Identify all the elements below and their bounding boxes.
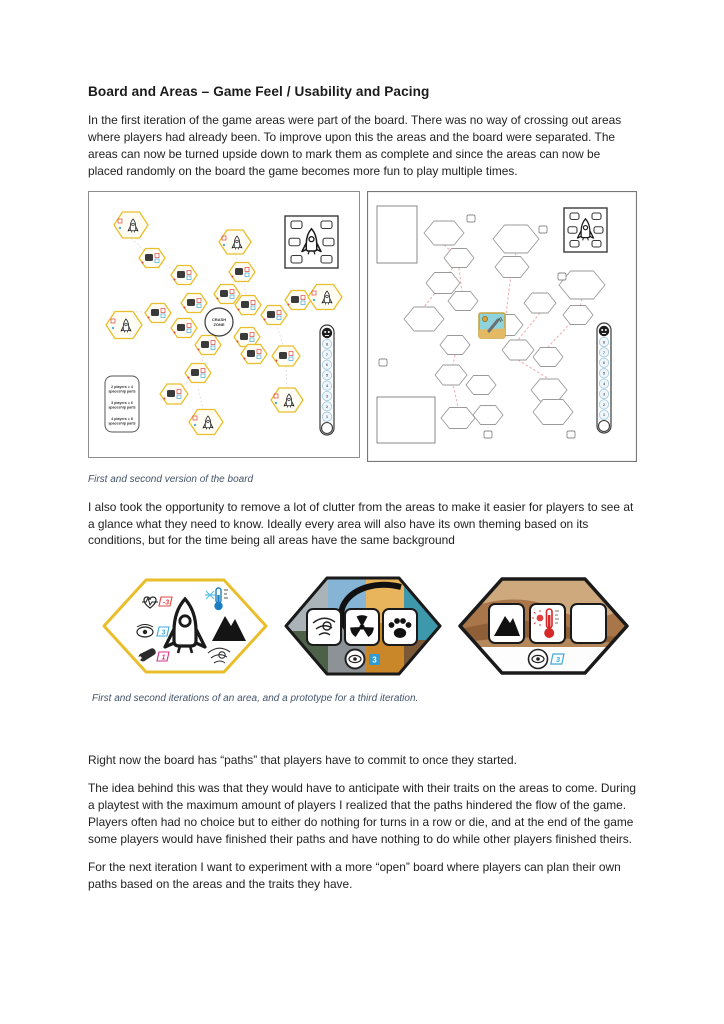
paragraph-paths: Right now the board has “paths” that players have to commit to once they started. [88,753,517,768]
area-hex [234,327,260,346]
condition-box-heat [530,604,565,643]
player-parts-legend [105,376,139,432]
area-hex [241,344,267,363]
condition-box-mountain [489,604,524,643]
paragraph-intro: In the first iteration of the game areas were part of the board. There was no way of crossing out areas where players had already been. To improve upon this the areas and the board were separated. The areas can now be turned upside down to mark them as complete and since the areas can now be placed randomly on the board the game becomes more fun to play multiple times. [88,113,622,178]
svg-text:3: 3 [603,392,605,397]
area-hex [261,305,287,324]
board-first-version [88,191,360,467]
area-hex [272,346,300,366]
crash-site-image [479,313,505,338]
svg-text:1: 1 [161,654,166,662]
area-tiles-figure [100,571,638,681]
svg-text:spaceship parts: spaceship parts [108,421,136,426]
eye-badge [157,627,169,636]
area-hex [171,318,197,337]
condition-box-radiation [345,609,379,645]
paragraph-playtest: The idea behind this was that they would have to anticipate with their traits on the areas to come. During a playtest with the maximum amount of players I realized that the paths hindered the flow of the game. Players often had no choice but to either do nothing for turns in a row or die, and at the end of the game some players would have finished their paths and have nothing to do while other players finished theirs. [88,781,636,846]
area-hex [235,295,261,314]
svg-text:3 players = 6: 3 players = 6 [111,400,133,405]
svg-text:4: 4 [326,383,328,388]
area-hex [195,335,221,354]
area-hex [285,290,311,309]
empty-card-slot [377,206,417,263]
svg-text:CRASH: CRASH [211,316,227,322]
svg-text:7: 7 [603,350,605,355]
eye-icon [346,650,365,669]
score-track [320,325,334,435]
board-second-version-image [367,191,637,462]
svg-text:8: 8 [326,342,328,347]
marker-slot [379,359,387,366]
marker-slot [558,273,566,280]
svg-text:1: 1 [603,412,605,417]
part-slot [321,221,332,229]
score-track [597,323,611,433]
area-hex [181,293,207,312]
food-badge [157,652,169,661]
svg-text:3: 3 [326,394,328,399]
area-hex [171,265,197,284]
eye-badge [369,654,380,665]
svg-text:4: 4 [603,381,605,386]
paragraph-clutter: I also took the opportunity to remove a lot of clutter from the areas to make it easier for players to see at a glance what they need to know. Ideally every area will also have its own theming based on its conditions, but for the time being all areas have the same background [88,499,634,548]
part-slot [592,240,601,247]
part-slot [570,240,579,247]
marker-slot [539,226,547,233]
condition-box-wind [307,609,341,645]
eye-badge [551,654,564,664]
area-tile-first-iteration [100,571,270,681]
condition-box-animals [383,609,417,645]
page-title: Board and Areas – Game Feel / Usability and Pacing [88,84,430,99]
board-figures [88,191,638,467]
svg-text:2: 2 [603,402,605,407]
svg-text:6: 6 [603,360,605,365]
svg-text:spaceship parts: spaceship parts [108,389,136,394]
part-slot [592,213,601,220]
part-slot [321,255,332,263]
part-slot [289,238,300,246]
svg-text:2: 2 [326,404,328,409]
part-slot [323,238,334,246]
area-hex [214,284,240,303]
part-slot [568,226,577,233]
paragraph-next-iteration: For the next iteration I want to experiment with a more “open” board where players can plan their own paths based on the areas and the traits they have. [88,859,621,891]
area-tile-second-iteration [283,571,443,681]
part-slot [291,255,302,263]
boards-caption: First and second version of the board [88,473,254,485]
svg-text:3: 3 [372,655,377,665]
marker-slot [467,215,475,222]
eye-icon [529,650,548,669]
marker-slot [484,431,492,438]
board-second-version [367,191,637,467]
area-hex [160,384,188,404]
area-hex [139,248,165,267]
rocket-goal-box [285,216,338,268]
svg-text:spaceship parts: spaceship parts [108,405,136,410]
crash-zone [205,308,233,336]
board-first-version-image [88,191,360,458]
area-hex [145,303,171,322]
svg-text:1: 1 [326,414,328,419]
rocket-goal-box [564,208,607,252]
svg-text:3: 3 [161,629,166,637]
area-hex [229,262,255,281]
svg-text:3: 3 [555,655,561,665]
part-slot [594,226,603,233]
svg-text:4 players = 8: 4 players = 8 [111,416,133,421]
svg-text:ZONE: ZONE [213,321,225,327]
area-hex [185,363,211,382]
svg-text:5: 5 [603,371,605,376]
empty-card-slot [377,397,435,443]
part-slot [291,221,302,229]
svg-text:-3: -3 [162,599,170,607]
svg-text:6: 6 [326,362,328,367]
svg-text:8: 8 [603,340,605,345]
svg-text:2 players = 4: 2 players = 4 [111,384,133,389]
condition-box-empty [571,604,606,643]
svg-text:5: 5 [326,373,328,378]
health-badge [159,597,172,606]
marker-slot [567,431,575,438]
areas-caption: First and second iterations of an area, and a prototype for a third iteration. [92,693,419,705]
document-content [88,84,638,904]
area-tile-third-prototype [456,571,631,681]
svg-text:7: 7 [326,352,328,357]
part-slot [570,213,579,220]
